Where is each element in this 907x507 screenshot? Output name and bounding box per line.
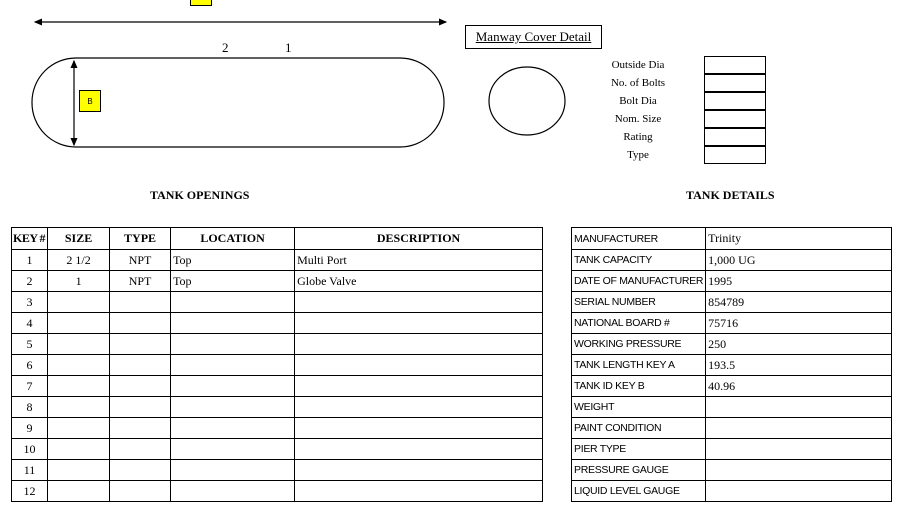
- type-cell[interactable]: [110, 397, 171, 418]
- key-cell: 12: [12, 481, 48, 502]
- location-cell[interactable]: [171, 292, 295, 313]
- size-cell[interactable]: [48, 481, 110, 502]
- type-cell[interactable]: [110, 355, 171, 376]
- table-row: [572, 460, 892, 481]
- description-cell[interactable]: [295, 439, 543, 460]
- manway-value-bolts[interactable]: [704, 74, 766, 92]
- col-header-description: DESCRIPTION: [295, 228, 543, 250]
- col-header-type: TYPE: [110, 228, 171, 250]
- size-cell[interactable]: [48, 418, 110, 439]
- key-cell: 5: [12, 334, 48, 355]
- detail-value[interactable]: 250: [706, 334, 892, 355]
- detail-label: TANK ID KEY B: [572, 376, 706, 397]
- tank-details-title: TANK DETAILS: [686, 188, 775, 202]
- description-cell[interactable]: [295, 481, 543, 502]
- table-row: [12, 481, 543, 502]
- size-cell[interactable]: [48, 355, 110, 376]
- tank-openings-title: TANK OPENINGS: [150, 188, 250, 202]
- table-header-row: [12, 228, 543, 250]
- manway-label-bolts: No. of Bolts: [610, 77, 666, 89]
- type-cell[interactable]: [110, 376, 171, 397]
- type-cell[interactable]: NPT: [110, 250, 171, 271]
- table-row: [572, 334, 892, 355]
- key-cell: 11: [12, 460, 48, 481]
- size-cell[interactable]: [48, 334, 110, 355]
- location-cell[interactable]: Top: [171, 271, 295, 292]
- manway-value-type[interactable]: [704, 146, 766, 164]
- location-cell[interactable]: [171, 439, 295, 460]
- detail-label: TANK LENGTH KEY A: [572, 355, 706, 376]
- key-cell: 9: [12, 418, 48, 439]
- col-header-size: SIZE: [48, 228, 110, 250]
- table-row: [572, 418, 892, 439]
- key-cell: 3: [12, 292, 48, 313]
- key-cell: 10: [12, 439, 48, 460]
- detail-value[interactable]: 854789: [706, 292, 892, 313]
- col-header-key: KEY #: [12, 228, 48, 250]
- type-cell[interactable]: [110, 313, 171, 334]
- description-cell[interactable]: [295, 292, 543, 313]
- manway-value-outside-dia[interactable]: [704, 56, 766, 74]
- key-cell: 1: [12, 250, 48, 271]
- key-cell: 4: [12, 313, 48, 334]
- tank-openings-table: [11, 227, 543, 502]
- table-row: [12, 376, 543, 397]
- tank-details-table: [571, 227, 892, 502]
- table-row: [572, 481, 892, 502]
- type-cell[interactable]: [110, 460, 171, 481]
- detail-label: WORKING PRESSURE: [572, 334, 706, 355]
- location-cell[interactable]: [171, 334, 295, 355]
- table-row: [12, 397, 543, 418]
- col-header-location: LOCATION: [171, 228, 295, 250]
- detail-label: PIER TYPE: [572, 439, 706, 460]
- manway-label-type: Type: [627, 149, 649, 161]
- size-cell[interactable]: [48, 376, 110, 397]
- description-cell[interactable]: [295, 376, 543, 397]
- table-row: [12, 250, 543, 271]
- size-cell[interactable]: [48, 292, 110, 313]
- manway-label-bolt-dia: Bolt Dia: [619, 95, 657, 107]
- detail-label: LIQUID LEVEL GAUGE: [572, 481, 706, 502]
- table-row: [12, 334, 543, 355]
- table-row: [572, 397, 892, 418]
- table-row: [572, 228, 892, 250]
- size-cell[interactable]: 2 1/2: [48, 250, 110, 271]
- key-cell: 8: [12, 397, 48, 418]
- detail-value[interactable]: [706, 460, 892, 481]
- type-cell[interactable]: [110, 292, 171, 313]
- detail-value[interactable]: [706, 397, 892, 418]
- table-row: [12, 439, 543, 460]
- location-cell[interactable]: [171, 481, 295, 502]
- detail-value[interactable]: [706, 418, 892, 439]
- detail-value[interactable]: 40.96: [706, 376, 892, 397]
- detail-value[interactable]: 1,000 UG: [706, 250, 892, 271]
- description-cell[interactable]: [295, 355, 543, 376]
- manway-label-nom-size: Nom. Size: [614, 113, 662, 125]
- type-cell[interactable]: [110, 439, 171, 460]
- table-row: [572, 313, 892, 334]
- description-cell[interactable]: [295, 334, 543, 355]
- detail-value[interactable]: 75716: [706, 313, 892, 334]
- table-row: [12, 271, 543, 292]
- detail-label: PAINT CONDITION: [572, 418, 706, 439]
- detail-value[interactable]: [706, 439, 892, 460]
- table-row: [12, 355, 543, 376]
- detail-label: SERIAL NUMBER: [572, 292, 706, 313]
- description-cell[interactable]: Multi Port: [295, 250, 543, 271]
- size-cell[interactable]: 1: [48, 271, 110, 292]
- manway-value-nom-size[interactable]: [704, 110, 766, 128]
- manway-label-outside-dia: Outside Dia: [611, 59, 665, 71]
- manway-value-bolt-dia[interactable]: [704, 92, 766, 110]
- detail-value[interactable]: [706, 481, 892, 502]
- key-cell: 6: [12, 355, 48, 376]
- manway-value-rating[interactable]: [704, 128, 766, 146]
- manway-label-rating: Rating: [623, 131, 653, 143]
- table-row: [572, 376, 892, 397]
- diameter-key-marker: B: [79, 90, 101, 112]
- detail-label: DATE OF MANUFACTURER: [572, 271, 706, 292]
- table-row: [12, 313, 543, 334]
- size-cell[interactable]: [48, 397, 110, 418]
- manway-cover-title: Manway Cover Detail: [465, 25, 602, 49]
- type-cell[interactable]: [110, 481, 171, 502]
- description-cell[interactable]: [295, 418, 543, 439]
- table-row: [12, 460, 543, 481]
- description-cell[interactable]: [295, 313, 543, 334]
- detail-value[interactable]: 1995: [706, 271, 892, 292]
- detail-label: PRESSURE GAUGE: [572, 460, 706, 481]
- description-cell[interactable]: [295, 397, 543, 418]
- manway-circle: [489, 67, 565, 135]
- description-cell[interactable]: [295, 460, 543, 481]
- location-cell[interactable]: [171, 418, 295, 439]
- detail-value[interactable]: 193.5: [706, 355, 892, 376]
- table-row: [572, 250, 892, 271]
- size-cell[interactable]: [48, 313, 110, 334]
- nozzle-label-1: 1: [285, 40, 292, 55]
- table-row: [572, 271, 892, 292]
- size-cell[interactable]: [48, 439, 110, 460]
- table-row: [572, 439, 892, 460]
- location-cell[interactable]: [171, 460, 295, 481]
- location-cell[interactable]: [171, 313, 295, 334]
- location-cell[interactable]: [171, 355, 295, 376]
- table-row: [572, 292, 892, 313]
- type-cell[interactable]: [110, 418, 171, 439]
- description-cell[interactable]: Globe Valve: [295, 271, 543, 292]
- location-cell[interactable]: [171, 397, 295, 418]
- type-cell[interactable]: NPT: [110, 271, 171, 292]
- nozzle-label-2: 2: [222, 40, 229, 55]
- detail-label: NATIONAL BOARD #: [572, 313, 706, 334]
- size-cell[interactable]: [48, 460, 110, 481]
- detail-label: WEIGHT: [572, 397, 706, 418]
- detail-label: TANK CAPACITY: [572, 250, 706, 271]
- location-cell[interactable]: [171, 376, 295, 397]
- length-key-marker: [190, 0, 212, 6]
- location-cell[interactable]: Top: [171, 250, 295, 271]
- table-row: [572, 355, 892, 376]
- key-cell: 2: [12, 271, 48, 292]
- key-cell: 7: [12, 376, 48, 397]
- table-row: [12, 292, 543, 313]
- table-row: [12, 418, 543, 439]
- detail-label: MANUFACTURER: [572, 228, 706, 250]
- type-cell[interactable]: [110, 334, 171, 355]
- detail-value[interactable]: Trinity: [706, 228, 892, 250]
